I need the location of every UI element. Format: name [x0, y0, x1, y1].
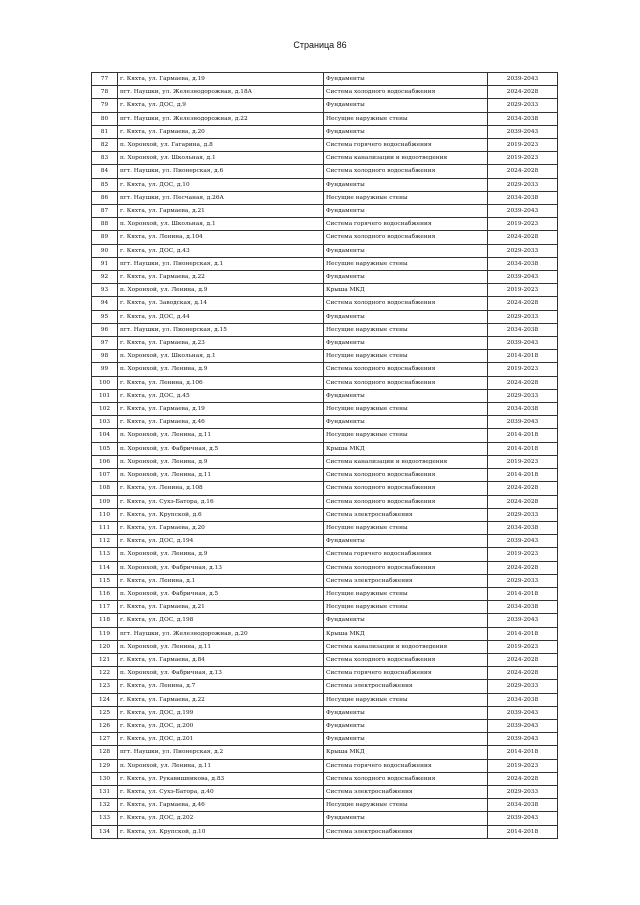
- address-cell: п. Хоронхой, ул. Ленина, д.11: [118, 759, 324, 772]
- work-type-cell: Система холодного водоснабжения: [324, 561, 488, 574]
- address-cell: г. Кяхта, ул. ДОС, д.194: [118, 535, 324, 548]
- work-type-cell: Фундаменты: [324, 416, 488, 429]
- address-cell: г. Кяхта, ул. Гармаева, д.46: [118, 799, 324, 812]
- table-row: [92, 191, 558, 204]
- row-number-cell: 124: [92, 693, 118, 706]
- table-row: [92, 733, 558, 746]
- table-row: [92, 323, 558, 336]
- period-cell: 2019-2023: [488, 363, 558, 376]
- work-type-cell: Фундаменты: [324, 73, 488, 86]
- row-number-cell: 84: [92, 165, 118, 178]
- period-cell: 2024-2028: [488, 482, 558, 495]
- work-type-cell: Система горячего водоснабжения: [324, 139, 488, 152]
- work-type-cell: Несущие наружные стены: [324, 112, 488, 125]
- address-cell: г. Кяхта, ул. ДОС, д.202: [118, 812, 324, 825]
- work-type-cell: Несущие наружные стены: [324, 693, 488, 706]
- row-number-cell: 116: [92, 587, 118, 600]
- period-cell: 2039-2043: [488, 733, 558, 746]
- table-row: [92, 310, 558, 323]
- address-cell: г. Кяхта, ул. Рукавишникова, д.83: [118, 772, 324, 785]
- row-number-cell: 120: [92, 640, 118, 653]
- address-cell: г. Кяхта, ул. Ленина, д.104: [118, 231, 324, 244]
- period-cell: 2034-2038: [488, 112, 558, 125]
- period-cell: 2034-2038: [488, 799, 558, 812]
- work-type-cell: Система канализации и водоотведения: [324, 152, 488, 165]
- row-number-cell: 110: [92, 508, 118, 521]
- row-number-cell: 101: [92, 389, 118, 402]
- address-cell: пгт. Наушки, ул. Пионерская, д.1: [118, 257, 324, 270]
- table-row: [92, 574, 558, 587]
- table-row: [92, 284, 558, 297]
- row-number-cell: 117: [92, 601, 118, 614]
- table-row: [92, 508, 558, 521]
- work-type-cell: Несущие наружные стены: [324, 403, 488, 416]
- row-number-cell: 134: [92, 825, 118, 838]
- row-number-cell: 87: [92, 205, 118, 218]
- address-cell: г. Кяхта, ул. Ленина, д.7: [118, 680, 324, 693]
- period-cell: 2024-2028: [488, 376, 558, 389]
- row-number-cell: 103: [92, 416, 118, 429]
- table-row: [92, 746, 558, 759]
- row-number-cell: 119: [92, 627, 118, 640]
- period-cell: 2034-2038: [488, 403, 558, 416]
- work-type-cell: Система канализации и водоотведения: [324, 640, 488, 653]
- row-number-cell: 109: [92, 495, 118, 508]
- table-row: [92, 587, 558, 600]
- address-cell: п. Хоронхой, ул. Фабричная, д.13: [118, 667, 324, 680]
- address-cell: г. Кяхта, ул. ДОС, д.198: [118, 614, 324, 627]
- page-number-header: Страница 86: [293, 40, 347, 50]
- row-number-cell: 92: [92, 271, 118, 284]
- work-type-cell: Фундаменты: [324, 205, 488, 218]
- work-type-cell: Система канализации и водоотведения: [324, 455, 488, 468]
- work-type-cell: Система горячего водоснабжения: [324, 759, 488, 772]
- work-type-cell: Система холодного водоснабжения: [324, 653, 488, 666]
- period-cell: 2024-2028: [488, 667, 558, 680]
- period-cell: 2024-2028: [488, 297, 558, 310]
- period-cell: 2034-2038: [488, 601, 558, 614]
- address-cell: пгт. Наушки, ул. Железнодорожная, д.20: [118, 627, 324, 640]
- table-row: [92, 535, 558, 548]
- table-row: [92, 205, 558, 218]
- row-number-cell: 108: [92, 482, 118, 495]
- period-cell: 2024-2028: [488, 495, 558, 508]
- period-cell: 2039-2043: [488, 337, 558, 350]
- table-row: [92, 482, 558, 495]
- period-cell: 2034-2038: [488, 521, 558, 534]
- address-cell: п. Хоронхой, ул. Ленина, д.11: [118, 429, 324, 442]
- row-number-cell: 102: [92, 403, 118, 416]
- table-row: [92, 759, 558, 772]
- period-cell: 2019-2023: [488, 548, 558, 561]
- table-row: [92, 601, 558, 614]
- period-cell: 2019-2023: [488, 640, 558, 653]
- address-cell: г. Кяхта, ул. ДОС, д.43: [118, 244, 324, 257]
- work-type-cell: Несущие наружные стены: [324, 429, 488, 442]
- table-row: [92, 640, 558, 653]
- table-row: [92, 521, 558, 534]
- period-cell: 2039-2043: [488, 812, 558, 825]
- address-cell: пгт. Наушки, ул. Пионерская, д.6: [118, 165, 324, 178]
- work-type-cell: Несущие наружные стены: [324, 323, 488, 336]
- work-type-cell: Система холодного водоснабжения: [324, 165, 488, 178]
- work-type-cell: Фундаменты: [324, 719, 488, 732]
- address-cell: г. Кяхта, ул. Сухэ-Батора, д.16: [118, 495, 324, 508]
- period-cell: 2014-2018: [488, 587, 558, 600]
- address-cell: г. Кяхта, ул. Ленина, д.1: [118, 574, 324, 587]
- period-cell: 2029-2033: [488, 178, 558, 191]
- table-row: [92, 86, 558, 99]
- period-cell: 2019-2023: [488, 218, 558, 231]
- address-cell: г. Кяхта, ул. Ленина, д.108: [118, 482, 324, 495]
- row-number-cell: 123: [92, 680, 118, 693]
- address-cell: п. Хоронхой, ул. Ленина, д.9: [118, 548, 324, 561]
- period-cell: 2019-2023: [488, 284, 558, 297]
- period-cell: 2024-2028: [488, 653, 558, 666]
- work-type-cell: Фундаменты: [324, 733, 488, 746]
- period-cell: 2034-2038: [488, 693, 558, 706]
- table-row: [92, 178, 558, 191]
- period-cell: 2029-2033: [488, 244, 558, 257]
- table-row: [92, 125, 558, 138]
- table-row: [92, 389, 558, 402]
- address-cell: г. Кяхта, ул. Гармаева, д.22: [118, 693, 324, 706]
- work-type-cell: Система холодного водоснабжения: [324, 482, 488, 495]
- row-number-cell: 111: [92, 521, 118, 534]
- period-cell: 2014-2018: [488, 627, 558, 640]
- work-type-cell: Система электроснабжения: [324, 785, 488, 798]
- work-type-cell: Крыша МКД: [324, 627, 488, 640]
- row-number-cell: 80: [92, 112, 118, 125]
- work-type-cell: Фундаменты: [324, 99, 488, 112]
- table-row: [92, 363, 558, 376]
- address-cell: г. Кяхта, ул. ДОС, д.200: [118, 719, 324, 732]
- work-type-cell: Фундаменты: [324, 389, 488, 402]
- address-cell: г. Кяхта, ул. Ленина, д.106: [118, 376, 324, 389]
- table-row: [92, 772, 558, 785]
- table-row: [92, 495, 558, 508]
- work-type-cell: Фундаменты: [324, 271, 488, 284]
- table-body: [92, 73, 558, 839]
- work-type-cell: Несущие наружные стены: [324, 601, 488, 614]
- address-cell: пгт. Наушки, ул. Железнодорожная, д.22: [118, 112, 324, 125]
- address-cell: г. Кяхта, ул. ДОС, д.10: [118, 178, 324, 191]
- row-number-cell: 78: [92, 86, 118, 99]
- row-number-cell: 113: [92, 548, 118, 561]
- table-row: [92, 73, 558, 86]
- work-type-cell: Несущие наружные стены: [324, 350, 488, 363]
- work-type-cell: Система горячего водоснабжения: [324, 548, 488, 561]
- address-cell: пгт. Наушки, ул. Песчаная, д.26А: [118, 191, 324, 204]
- period-cell: 2034-2038: [488, 323, 558, 336]
- repair-schedule-table: [91, 72, 558, 839]
- address-cell: п. Хоронхой, ул. Школьная, д.1: [118, 152, 324, 165]
- period-cell: 2024-2028: [488, 231, 558, 244]
- row-number-cell: 126: [92, 719, 118, 732]
- work-type-cell: Система холодного водоснабжения: [324, 469, 488, 482]
- table-row: [92, 825, 558, 838]
- row-number-cell: 88: [92, 218, 118, 231]
- period-cell: 2039-2043: [488, 719, 558, 732]
- period-cell: 2029-2033: [488, 99, 558, 112]
- period-cell: 2039-2043: [488, 73, 558, 86]
- period-cell: 2039-2043: [488, 416, 558, 429]
- row-number-cell: 115: [92, 574, 118, 587]
- address-cell: г. Кяхта, ул. Гармаева, д.84: [118, 653, 324, 666]
- address-cell: п. Хоронхой, ул. Ленина, д.9: [118, 363, 324, 376]
- period-cell: 2014-2018: [488, 469, 558, 482]
- period-cell: 2039-2043: [488, 205, 558, 218]
- period-cell: 2029-2033: [488, 310, 558, 323]
- row-number-cell: 104: [92, 429, 118, 442]
- address-cell: г. Кяхта, ул. Гармаева, д.23: [118, 337, 324, 350]
- row-number-cell: 77: [92, 73, 118, 86]
- address-cell: п. Хоронхой, ул. Ленина, д.11: [118, 469, 324, 482]
- row-number-cell: 89: [92, 231, 118, 244]
- work-type-cell: Система холодного водоснабжения: [324, 376, 488, 389]
- period-cell: 2024-2028: [488, 86, 558, 99]
- period-cell: 2024-2028: [488, 561, 558, 574]
- period-cell: 2029-2033: [488, 680, 558, 693]
- work-type-cell: Система холодного водоснабжения: [324, 86, 488, 99]
- table-row: [92, 799, 558, 812]
- address-cell: г. Кяхта, ул. Гармаева, д.22: [118, 271, 324, 284]
- work-type-cell: Несущие наружные стены: [324, 257, 488, 270]
- work-type-cell: Несущие наружные стены: [324, 191, 488, 204]
- row-number-cell: 100: [92, 376, 118, 389]
- work-type-cell: Крыша МКД: [324, 284, 488, 297]
- table-row: [92, 469, 558, 482]
- table-row: [92, 99, 558, 112]
- address-cell: п. Хоронхой, ул. Фабричная, д.13: [118, 561, 324, 574]
- period-cell: 2019-2023: [488, 455, 558, 468]
- period-cell: 2029-2033: [488, 785, 558, 798]
- table-row: [92, 455, 558, 468]
- period-cell: 2039-2043: [488, 271, 558, 284]
- row-number-cell: 99: [92, 363, 118, 376]
- period-cell: 2039-2043: [488, 125, 558, 138]
- row-number-cell: 114: [92, 561, 118, 574]
- row-number-cell: 125: [92, 706, 118, 719]
- address-cell: г. Кяхта, ул. Заводская, д.14: [118, 297, 324, 310]
- address-cell: пгт. Наушки, ул. Железнодорожная, д.18А: [118, 86, 324, 99]
- address-cell: г. Кяхта, ул. Сухэ-Батора, д.40: [118, 785, 324, 798]
- work-type-cell: Фундаменты: [324, 614, 488, 627]
- work-type-cell: Крыша МКД: [324, 746, 488, 759]
- work-type-cell: Фундаменты: [324, 535, 488, 548]
- work-type-cell: Система электроснабжения: [324, 508, 488, 521]
- row-number-cell: 130: [92, 772, 118, 785]
- table-row: [92, 442, 558, 455]
- work-type-cell: Фундаменты: [324, 812, 488, 825]
- row-number-cell: 93: [92, 284, 118, 297]
- table-row: [92, 244, 558, 257]
- period-cell: 2014-2018: [488, 429, 558, 442]
- row-number-cell: 127: [92, 733, 118, 746]
- address-cell: г. Кяхта, ул. Крупской, д.10: [118, 825, 324, 838]
- row-number-cell: 98: [92, 350, 118, 363]
- period-cell: 2014-2018: [488, 825, 558, 838]
- row-number-cell: 128: [92, 746, 118, 759]
- table-row: [92, 680, 558, 693]
- address-cell: г. Кяхта, ул. ДОС, д.199: [118, 706, 324, 719]
- table-row: [92, 218, 558, 231]
- period-cell: 2014-2018: [488, 442, 558, 455]
- period-cell: 2029-2033: [488, 574, 558, 587]
- row-number-cell: 122: [92, 667, 118, 680]
- table-row: [92, 416, 558, 429]
- address-cell: г. Кяхта, ул. Гармаева, д.46: [118, 416, 324, 429]
- row-number-cell: 94: [92, 297, 118, 310]
- work-type-cell: Система горячего водоснабжения: [324, 218, 488, 231]
- row-number-cell: 95: [92, 310, 118, 323]
- row-number-cell: 90: [92, 244, 118, 257]
- address-cell: г. Кяхта, ул. Гармаева, д.21: [118, 601, 324, 614]
- table-row: [92, 719, 558, 732]
- work-type-cell: Система горячего водоснабжения: [324, 667, 488, 680]
- row-number-cell: 131: [92, 785, 118, 798]
- period-cell: 2039-2043: [488, 614, 558, 627]
- table-row: [92, 139, 558, 152]
- period-cell: 2019-2023: [488, 759, 558, 772]
- work-type-cell: Фундаменты: [324, 310, 488, 323]
- period-cell: 2039-2043: [488, 535, 558, 548]
- address-cell: г. Кяхта, ул. ДОС, д.45: [118, 389, 324, 402]
- table-row: [92, 376, 558, 389]
- row-number-cell: 86: [92, 191, 118, 204]
- address-cell: п. Хоронхой, ул. Ленина, д.11: [118, 640, 324, 653]
- work-type-cell: Система электроснабжения: [324, 825, 488, 838]
- row-number-cell: 107: [92, 469, 118, 482]
- address-cell: г. Кяхта, ул. Гармаева, д.21: [118, 205, 324, 218]
- address-cell: п. Хоронхой, ул. Фабричная, д.5: [118, 442, 324, 455]
- row-number-cell: 132: [92, 799, 118, 812]
- table-row: [92, 337, 558, 350]
- address-cell: п. Хоронхой, ул. Фабричная, д.5: [118, 587, 324, 600]
- period-cell: 2019-2023: [488, 139, 558, 152]
- table-row: [92, 257, 558, 270]
- address-cell: пгт. Наушки, ул. Пионерская, д.15: [118, 323, 324, 336]
- row-number-cell: 118: [92, 614, 118, 627]
- period-cell: 2024-2028: [488, 165, 558, 178]
- row-number-cell: 112: [92, 535, 118, 548]
- period-cell: 2034-2038: [488, 191, 558, 204]
- work-type-cell: Система холодного водоснабжения: [324, 231, 488, 244]
- work-type-cell: Система холодного водоснабжения: [324, 363, 488, 376]
- period-cell: 2029-2033: [488, 389, 558, 402]
- work-type-cell: Система холодного водоснабжения: [324, 495, 488, 508]
- address-cell: п. Хоронхой, ул. Школьная, д.1: [118, 350, 324, 363]
- work-type-cell: Фундаменты: [324, 178, 488, 191]
- table-row: [92, 403, 558, 416]
- table-row: [92, 785, 558, 798]
- period-cell: 2029-2033: [488, 508, 558, 521]
- work-type-cell: Крыша МКД: [324, 442, 488, 455]
- period-cell: 2019-2023: [488, 152, 558, 165]
- work-type-cell: Система электроснабжения: [324, 680, 488, 693]
- row-number-cell: 106: [92, 455, 118, 468]
- row-number-cell: 82: [92, 139, 118, 152]
- work-type-cell: Система холодного водоснабжения: [324, 772, 488, 785]
- address-cell: п. Хоронхой, ул. Ленина, д.9: [118, 455, 324, 468]
- row-number-cell: 121: [92, 653, 118, 666]
- address-cell: г. Кяхта, ул. Гармаева, д.20: [118, 125, 324, 138]
- work-type-cell: Система холодного водоснабжения: [324, 297, 488, 310]
- address-cell: п. Хоронхой, ул. Гагарина, д.8: [118, 139, 324, 152]
- table-row: [92, 350, 558, 363]
- row-number-cell: 105: [92, 442, 118, 455]
- work-type-cell: Фундаменты: [324, 337, 488, 350]
- row-number-cell: 129: [92, 759, 118, 772]
- address-cell: п. Хоронхой, ул. Школьная, д.1: [118, 218, 324, 231]
- address-cell: г. Кяхта, ул. Гармаева, д.20: [118, 521, 324, 534]
- table-row: [92, 812, 558, 825]
- row-number-cell: 85: [92, 178, 118, 191]
- table-row: [92, 165, 558, 178]
- work-type-cell: Фундаменты: [324, 244, 488, 257]
- table-row: [92, 548, 558, 561]
- work-type-cell: Несущие наружные стены: [324, 587, 488, 600]
- table-row: [92, 614, 558, 627]
- address-cell: г. Кяхта, ул. ДОС, д.44: [118, 310, 324, 323]
- row-number-cell: 133: [92, 812, 118, 825]
- row-number-cell: 96: [92, 323, 118, 336]
- work-type-cell: Фундаменты: [324, 706, 488, 719]
- table-row: [92, 152, 558, 165]
- row-number-cell: 79: [92, 99, 118, 112]
- table-row: [92, 693, 558, 706]
- address-cell: пгт. Наушки, ул. Пионерская, д.2: [118, 746, 324, 759]
- table-row: [92, 706, 558, 719]
- table-row: [92, 231, 558, 244]
- address-cell: п. Хоронхой, ул. Ленина, д.9: [118, 284, 324, 297]
- period-cell: 2014-2018: [488, 350, 558, 363]
- table-row: [92, 627, 558, 640]
- row-number-cell: 97: [92, 337, 118, 350]
- address-cell: г. Кяхта, ул. ДОС, д.201: [118, 733, 324, 746]
- period-cell: 2039-2043: [488, 706, 558, 719]
- table-row: [92, 653, 558, 666]
- address-cell: г. Кяхта, ул. Гармаева, д.19: [118, 73, 324, 86]
- table-row: [92, 667, 558, 680]
- work-type-cell: Несущие наружные стены: [324, 799, 488, 812]
- table-row: [92, 271, 558, 284]
- address-cell: г. Кяхта, ул. Гармаева, д.19: [118, 403, 324, 416]
- work-type-cell: Фундаменты: [324, 125, 488, 138]
- period-cell: 2024-2028: [488, 772, 558, 785]
- table-row: [92, 429, 558, 442]
- row-number-cell: 91: [92, 257, 118, 270]
- row-number-cell: 81: [92, 125, 118, 138]
- work-type-cell: Система электроснабжения: [324, 574, 488, 587]
- table-row: [92, 112, 558, 125]
- address-cell: г. Кяхта, ул. ДОС, д.9: [118, 99, 324, 112]
- address-cell: г. Кяхта, ул. Крупской, д.6: [118, 508, 324, 521]
- period-cell: 2034-2038: [488, 257, 558, 270]
- table-row: [92, 297, 558, 310]
- period-cell: 2014-2018: [488, 746, 558, 759]
- work-type-cell: Несущие наружные стены: [324, 521, 488, 534]
- row-number-cell: 83: [92, 152, 118, 165]
- table-row: [92, 561, 558, 574]
